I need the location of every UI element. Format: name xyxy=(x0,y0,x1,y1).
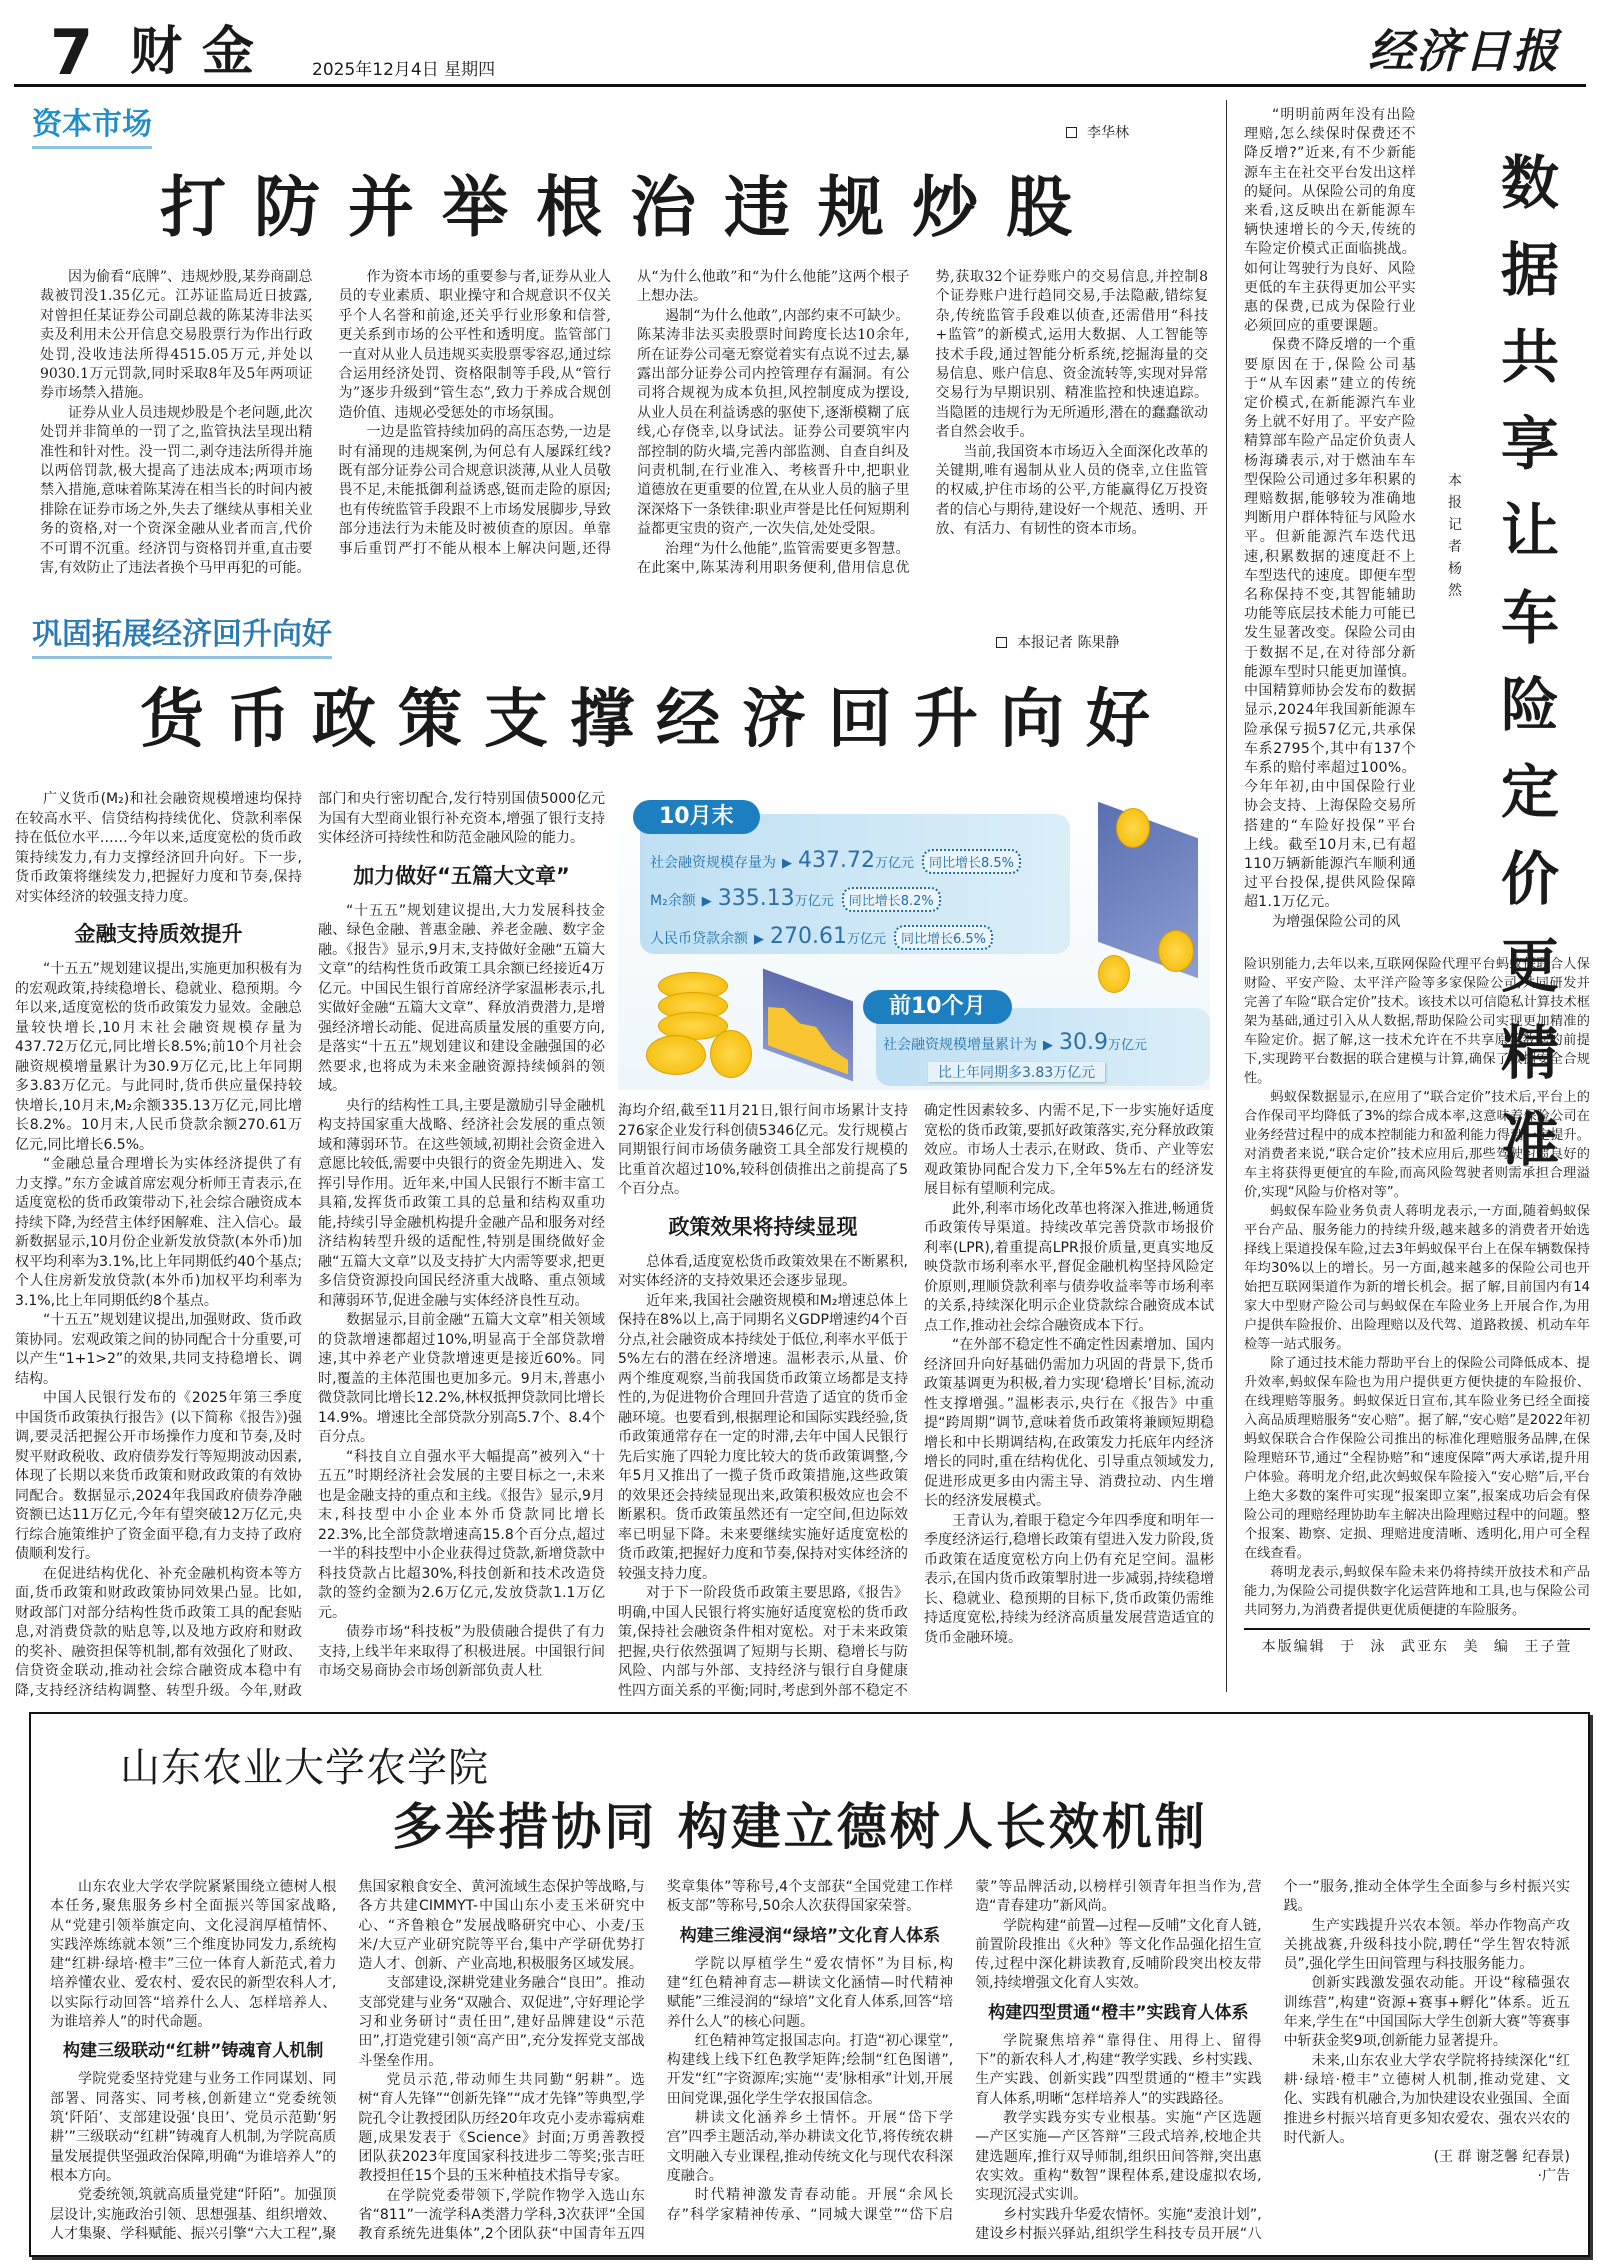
paragraph: 支部建设,深耕党建业务融合“良田”。推动支部党建与业务“双融合、双促进”,守好理论学习和业务研讨“责任田”,建好品牌建设“示范田”,打造党建引领“高产田”,充分发挥党支部战斗堡垒作用。 xyxy=(358,1975,645,2069)
paragraph: 王青认为,着眼于稳定今年四季度和明年一季度经济运行,稳增长政策有望进入发力阶段,货币政策在适度宽松方向上仍有充足空间。温彬表示,在国内货币政策掣肘进一步减弱,持续稳增长、稳就业、稳预期的目标下,货币政策仍需维持适度宽松,持续为经济高质量发展营造适宜的货币金融环境。 xyxy=(924,1512,1214,1646)
paragraph: 当前,我国资本市场迈入全面深化改革的关键期,唯有遏制从业人员的侥幸,立住监管的权威,护住市场的公平,方能赢得亿万投资者的信心与期待,建设好一个规范、透明、开放、有活力、有韧性的资本市场。 xyxy=(935,443,1208,538)
sidebar-body xyxy=(1244,106,1416,932)
editors-rule xyxy=(1244,1628,1590,1630)
triangle-icon: ▶ xyxy=(754,932,764,947)
paragraph: 党员示范,带动师生共同勤“躬耕”。选树“育人先锋”“创新先锋”“成才先锋”等典型,学院孔令让教授团队历经20年攻克小麦赤霉病难题,成果发表于《Science》封面;万勇善教授团队获2023年度国家科技进步二等奖;张吉旺教授担任15个县的玉米种植技术指导专家。 xyxy=(358,2071,645,2185)
coin-icon xyxy=(710,1030,752,1078)
paragraph: 乡村实践升华爱农情怀。实施“麦浪计划”,建设乡村振兴驿站,组织学生科技专员开展“八个一”服务,推动全体学生全面参与乡村振兴实践。 xyxy=(975,1879,1570,2242)
paragraph: “科技自立自强水平大幅提高”被列入“十五五”时期经济社会发展的主要目标之一,未来也是金融支持的重点和主线。《报告》显示,9月末,科技型中小企业本外币贷款同比增长22.3%,比全部贷款增速高15.8个百分点,超过一半的科技型中小企业获得过贷款,新增贷款中科技贷款占比超30%,科技创新和技术改造贷款的签约金额为2.6万亿元,发放贷款1.1万亿元。 xyxy=(318,1448,605,1621)
author: 李华林 xyxy=(1087,125,1129,141)
paragraph: 党委统领,筑就高质量党建“阡陌”。加强顶层设计,实施政治引领、思想强基、组织增效、人才集聚、学科赋能、振兴引擎“六大工程”,聚焦国家粮食安全、黄河流域生态保护等战略,与各方共建CIMMYT-中国山东小麦玉米研究中心、“齐鲁粮仓”发展战略研究中心、小麦/玉米/大豆产业研究院等平台,集中产学研优势打造人才、创新、产业高地,积极服务区域发展。 xyxy=(50,1879,645,2242)
header-rule xyxy=(14,84,1586,87)
coin-icon xyxy=(1158,930,1194,972)
sidebar-byline: 本报记者 杨 然 xyxy=(1448,473,1462,599)
paragraph: 证券从业人员违规炒股是个老问题,此次处罚并非简单的一罚了之,监管执法呈现出精准性和针对性。没一罚二,剥夺违法所得并施以两倍罚款,极大提高了违法成本;两项市场禁入措施,意味着陈某涛在相当长的时间内被排除在证券市场之外,失去了继续从事相关业务的资格,对一个资深金融从业者而言,代价不可谓不沉重。经济罚与资格罚并重,直击要害,有效防止了违法者换个马甲再犯的可能。 xyxy=(40,404,313,577)
paragraph: 此外,利率市场化改革也将深入推进,畅通货币政策传导渠道。持续改革完善贷款市场报价利率(LPR),着重提高LPR报价质量,更真实地反映贷款市场利率水平,督促金融机构坚持风险定价原则,理顺贷款利率与债券收益率等市场利率的关系,持续深化明示企业贷款综合融资成本试点工作,推动社会综合融资成本下行。 xyxy=(924,1200,1214,1334)
paragraph: 遏制“为什么他敢”,内部约束不可缺少。陈某涛非法买卖股票时间跨度长达10余年,所在证券公司毫无察觉着实有点说不过去,暴露出部分证券公司内控管理存有漏洞。有公司将合规视为成本负担,风控制度成为摆设,从业人员在利益诱惑的驱使下,逐渐模糊了底线,心存侥幸,以身试法。证券公司要筑牢内部控制的防火墙,完善内部监测、自查自纠及问责机制,在行业准入、考核晋升中,把职业道德放在更重要的位置,在从业人员的脑子里深深烙下一条铁律:职业声誉是比任何短期利益都更宝贵的资产,一次失信,处处受限。 xyxy=(637,307,910,538)
paragraph: 总体看,适度宽松货币政策效果在不断累积,对实体经济的支持效果还会逐步显现。 xyxy=(618,1253,908,1290)
period-label: 10月末 xyxy=(633,800,760,834)
paragraph: 耕读文化涵养乡土情怀。开展“岱下学宫”四季主题活动,举办耕读文化节,将传统农耕文明融入专业课程,推动传统文化与现代农科深度融合。 xyxy=(666,2110,954,2184)
masthead-logo: 经济日报 xyxy=(1368,24,1560,78)
sidebar-headline: 数据共享让车险定价更精准 xyxy=(1500,149,1559,1174)
article-body xyxy=(15,790,605,1702)
subheading: 加力做好“五篇大文章” xyxy=(353,863,570,888)
paragraph: 因为偷看“底牌”、违规炒股,某券商副总裁被罚没1.35亿元。江苏证监局近日披露,对曾担任某证券公司副总裁的陈某涛非法买卖及利用未公开信息交易股票行为作出行政处罚,没收违法所得4515.05万元,并处以9030.1万元罚款,同时采取8年及5年两项证券市场禁入措施。 xyxy=(40,269,313,402)
paragraph: 央行的结构性工具,主要是激励引导金融机构支持国家重大战略、经济社会发展的重点领域和薄弱环节。在这些领域,初期社会资金进入意愿比较低,需要中央银行的资金先期进入、发挥引导作用。近年来,中国人民银行不断丰富工具箱,发挥货币政策工具的总量和结构双重功能,持续引导金融机构提升金融产品和服务对经济结构转型升级的适配性,特别是围绕做好金融“五篇大文章”以及支持扩大内需等要求,把更多信贷资源投向国民经济重大战略、重点领域和薄弱环节,促进金融与实体经济良性互动。 xyxy=(318,1097,605,1309)
triangle-icon: ▶ xyxy=(701,894,712,909)
advertorial-body xyxy=(50,1878,1570,2246)
headline: 打防并举根治违规炒股 xyxy=(160,169,1100,246)
paragraph: 学院聚焦培养“靠得住、用得上、留得下”的新农科人才,构建“教学实践、乡村实践、生产实践、创新实践”四型贯通的“橙丰”实践育人体系,明晰“怎样培养人”的实践路径。 xyxy=(975,2032,1262,2107)
paragraph: 学院党委坚持党建与业务工作同谋划、同部署、同落实、同考核,创新建立“党委统领筑‘阡陌’、支部建设强‘良田’、党员示范勤‘躬耕’”三级联动“红耕”铸魂育人机制,为学院高质量发展提供坚强政治保障,明确“为谁培养人”的根本方向。 xyxy=(50,2071,337,2184)
paragraph: 未来,山东农业大学农学院将持续深化“红耕·绿培·橙丰”立德树人机制,推动党建、文化、实践有机融合,为加快建设农业强国、全面推进乡村振兴培育更多知农爱农、强农兴农的时代新人。 xyxy=(1283,2052,1570,2146)
info-note: 比上年同期多3.83万亿元 xyxy=(928,1062,1105,1082)
paragraph: “十五五”规划建议提出,实施更加积极有为的宏观政策,持续稳增长、稳就业、稳预期。今年以来,适度宽松的货币政策发力显效。金融总量较快增长,10月末社会融资规模存量为437.72万亿元,同比增长8.5%;前10个月社会融资规模增量累计为30.9万亿元,比上年同期多3.83万亿元。与此同时,货币供应量保持较快增长,10月末,M₂余额335.13万亿元,同比增长8.2%。10月末,人民币贷款余额270.61万亿元,同比增长6.5%。 xyxy=(15,961,302,1153)
chart-screen-illustration xyxy=(763,969,853,1082)
info-row: M₂余额 ▶ 335.13万亿元 同比增长8.2% xyxy=(650,886,941,912)
coin-icon xyxy=(1098,955,1130,993)
paragraph: 作为资本市场的重要参与者,证券从业人员的专业素质、职业操守和合规意识不仅关乎个人名誉和前途,还关乎行业形象和信誉,更关系到市场的公平性和透明度。监管部门一直对从业人员违规买卖股票零容忍,通过综合运用经济处罚、资格限制等手段,从“管行为”逐步升级到“管生态”,致力于养成合规创造价值、违规必受惩处的市场氛围。 xyxy=(338,269,611,421)
paragraph: “明明前两年没有出险理赔,怎么续保时保费还不降反增?”近来,有不少新能源车主在社交平台发出这样的疑问。从保险公司的角度来看,这反映出在新能源车辆快速增长的今天,传统的车险定价模式正面临挑战。如何让驾驶行为良好、风险更低的车主获得更加公平实惠的保费,已成为保险行业必须回应的重要课题。 xyxy=(1244,107,1416,335)
sidebar-body-wide xyxy=(1244,955,1590,1620)
paragraph: 近年来,我国社会融资规模和M₂增速总体上保持在8%以上,高于同期名义GDP增速约4个百分点,社会融资成本持续处于低位,利率水平低于5%左右的潜在经济增速。温彬表示,从量、价两个维度观察,当前我国货币政策立场都是支持性的,为促进物价合理回升营造了适宜的货币金融环境。也要看到,根据理论和国际实践经验,货币政策通常存在一定的时滞,去年中国人民银行先后实施了四轮力度比较大的货币政策调整,今年5月又推出了一揽子货币政策措施,这些政策的效果还会持续显现出来,政策积极效应也会不断累积。货币政策虽然还有一定空间,但边际效率已明显下降。未来要继续实施好适度宽松的货币政策,把握好力度和节奏,保持对实体经济的较强支持力度。 xyxy=(618,1292,908,1582)
paragraph: 蚂蚁保数据显示,在应用了“联合定价”技术后,平台上的合作保司平均降低了3%的综合成本率,这意味着保险公司在业务经营过程中的成本控制能力和盈利能力得到一定提升。对消费者来说,“联合定价”技术应用后,那些驾驶习惯良好的车主将获得更便宜的车险,而高风险驾驶者则需承担合理溢价,实现“风险与价格对等”。 xyxy=(1244,1090,1590,1200)
article-body xyxy=(618,1102,1214,1702)
byline xyxy=(996,632,1119,652)
triangle-icon: ▶ xyxy=(782,856,792,871)
paragraph: 债券市场“科技板”为股债融合提供了有力支持,上线半年来取得了积极进展。中国银行间市场交易商协会市场创新部负责人杜 xyxy=(318,1624,605,1680)
advertorial-org: 山东农业大学农学院 xyxy=(120,1745,489,1791)
paragraph: ·广告 xyxy=(1537,2168,1570,2185)
paragraph: 蒋明龙表示,蚂蚁保车险未来仍将持续开放技术和产品能力,为保险公司提供数字化运营阵地和工具,也与保险公司共同努力,为消费者提供更优质便捷的车险服务。 xyxy=(1244,1565,1590,1618)
column-tag: 资本市场 xyxy=(32,110,152,149)
paragraph: 中国人民银行发布的《2025年第三季度中国货币政策执行报告》(以下简称《报告》)强调,要灵活把握公开市场操作力度和节奏,及时熨平财政税收、政府债券发行等短期波动因素,体现了长期以来货币政策和财政政策的有效协同配合。数据显示,2024年我国政府债券净融资额已达11万亿元,今年有望突破12万亿元,央行综合施策维护了资金面平稳,有力支持了政府债顺利发行。 xyxy=(15,1390,302,1563)
section-name: 财金 xyxy=(130,21,275,82)
subheading: 政策效果将持续显现 xyxy=(668,1214,858,1239)
page-number: 7 xyxy=(50,16,94,89)
square-icon xyxy=(1066,127,1077,138)
paragraph: 广义货币(M₂)和社会融资规模增速均保持在较高水平、信贷结构持续优化、贷款利率保持在低位水平……今年以来,适度宽松的货币政策持续发力,有力支撑经济回升向好。下一步,货币政策将继续发力,把握好力度和节奏,保持对实体经济的较强支持力度。 xyxy=(15,791,302,905)
paragraph: 山东农业大学农学院紧紧围绕立德树人根本任务,聚焦服务乡村全面振兴等国家战略,从“党建引领举旗定向、文化浸润厚植情怀、实践淬炼练就本领”三个维度协同发力,系统构建“红耕·绿培·橙丰”三位一体育人新范式,着力培养懂农业、爱农村、爱农民的新型农科人才,以实际行动回答“培养什么人、怎样培养人、为谁培养人”的时代命题。 xyxy=(50,1879,337,2031)
paragraph: 险识别能力,去年以来,互联网保险代理平台蚂蚁保联合人保财险、平安产险、太平洋产险等多家保险公司,共同研发并完善了车险“联合定价”技术。该技术以可信隐私计算技术框架为基础,通过引入从人数据,帮助保险公司实现更加精准的车险定价。据了解,这一技术允许在不共享原始数据的前提下,实现跨平台数据的联合建模与计算,确保了数据安全合规性。 xyxy=(1244,957,1590,1086)
paragraph: 海均介绍,截至11月21日,银行间市场累计支持276家企业发行科创债5346亿元。发行规模占同期银行间市场债务融资工具全部发行规模的比重首次超过10%,较科创债推出之前提高了5个百分点。 xyxy=(618,1103,908,1197)
info-row: 社会融资规模增量累计为 ▶ 30.9万亿元 xyxy=(883,1030,1147,1055)
subheading: 构建三维浸润“绿培”文化育人体系 xyxy=(679,1925,941,1946)
editors-credit: 本版编辑 于 泳 武亚东 美 编 王子萱 xyxy=(1261,1639,1573,1655)
square-icon xyxy=(996,637,1007,648)
column-divider xyxy=(1226,100,1227,1692)
issue-date: 2025年12月4日 星期四 xyxy=(312,60,496,80)
paragraph: 一边是监管持续加码的高压态势,一边是时有涌现的违规案例,为何总有人屡踩红线?既有部分证券公司合规意识淡薄,从业人员敬畏不足,未能抵御利益诱惑,铤而走险的原因;也有传统监管手段跟不上市场发展脚步,导致部分违法行为未能及时被侦查的原因。单靠事后重罚严打不能从根本上解决问题,还得从“为什么他敢”和“为什么他能”这两个根子上想办法。 xyxy=(338,269,910,557)
paragraph: 学院以厚植学生“爱农情怀”为目标,构建“红色精神育志—耕读文化涵情—时代精神赋能”三维浸润的“绿培”文化育人体系,回答“培养什么人”的核心问题。 xyxy=(666,1955,954,2030)
period-label: 前10个月 xyxy=(863,990,1012,1024)
paragraph: 数据显示,目前金融“五篇大文章”相关领域的贷款增速都超过10%,明显高于全部贷款增速,其中养老产业贷款增速更是接近60%。同时,覆盖的主体范围也更加多元。9月末,普惠小微贷款同比增长12.2%,林权抵押贷款同比增长14.9%。增速比全部贷款分别高5.7个、8.4个百分点。 xyxy=(318,1312,605,1446)
author: 本报记者 陈果静 xyxy=(1017,635,1120,651)
subheading: 金融支持质效提升 xyxy=(74,922,243,946)
paragraph: 治理“为什么他能”,监管需要更多智慧。在此案中,陈某涛利用职务便利,借用信息优势,获取32个证券账户的交易信息,并控制8个证券账户进行趋同交易,手法隐蔽,错综复杂,传统监管手段难以侦查,还需借用“科技+监管”的新模式,运用大数据、人工智能等技术手段,通过智能分析系统,挖掘海量的交易信息、账户信息、资金流转等,实现对异常交易行为早期识别、精准监控和快速追踪。当隐匿的违规行为无所遁形,潜在的蠢蠢欲动者自然会收手。 xyxy=(637,269,1208,577)
column-tag: 巩固拓展经济回升向好 xyxy=(32,620,332,659)
paragraph: 对于下一阶段货币政策主要思路,《报告》明确,中国人民银行将实施好适度宽松的货币政策,保持社会融资条件相对宽松。对于未来政策把握,央行依然强调了短期与长期、稳增长与防风险、内部与外部、支持经济与银行自身健康性四方面关系的平衡;同时,考虑到外部不稳定不确定性因素较多、内需不足,下一步实施好适度宽松的货币政策,要抓好政策落实,充分释放政策效应。市场人士表示,在财政、货币、产业等宏观政策协同配合发力下,全年5%左右的经济发展目标有望顺利完成。 xyxy=(618,1103,1214,1699)
paragraph: 教学实践夯实专业根基。实施“产区选题—产区实施—产区答辩”三段式培养,校地企共建选题库,推行双导师制,组织田间答辩,突出惠农实效。重构“数智”课程体系,建设虚拟农场,实现沉浸式实训。 xyxy=(975,2110,1262,2204)
paragraph: 红色精神笃定报国志向。打造“初心课堂”,构建线上线下红色教学矩阵;绘制“红色图谱”,开发“红”字资源库;实施“‘麦’脉相承”计划,开展田间党课,强化学生学农报国信念。 xyxy=(666,2032,954,2107)
paragraph: 在促进结构优化、补充金融机构资本等方面,货币政策和财政政策协同效果凸显。比如,财政部门对部分结构性货币政策工具的配套贴息,对消费贷款的贴息等,以及地方政府和财政的奖补、融资担保等机制,都有效强化了财政、信贷资金联动,推动社会综合融资成本稳中有降,支持经济结构调整、转型升级。今年,财政部门和央行密切配合,发行特别国债5000亿元为国有大型商业银行补充资本,增强了银行支持实体经济可持续性和防范金融风险的能力。 xyxy=(15,791,605,1699)
advertorial-headline: 多举措协同 构建立德树人长效机制 xyxy=(392,1798,1208,1856)
subheading: 构建三级联动“红耕”铸魂育人机制 xyxy=(63,2041,324,2062)
paragraph: 蚂蚁保车险业务负责人蒋明龙表示,一方面,随着蚂蚁保平台产品、服务能力的持续升级,越来越多的消费者开始选择线上渠道投保车险,过去3年蚂蚁保平台上在保车辆数保持年均30%以上的增长。另一方面,越来越多的保险公司也开始把互联网渠道作为新的增长机会。据了解,目前国内有14家大中型财产险公司与蚂蚁保在车险业务上开展合作,为用户提供车险报价、出险理赔以及代驾、道路救援、机动车年检等一站式服务。 xyxy=(1244,1204,1590,1352)
paragraph: 学院构建“前置—过程—反哺”文化育人链,前置阶段推出《火种》等文化作品强化招生宣传,过程中深化耕读教育,反哺阶段突出校友带领,持续增强文化育人实效。 xyxy=(975,1917,1262,1992)
paragraph: (王 群 谢芝馨 纪春景) xyxy=(1433,2149,1570,2166)
paragraph: 保费不降反增的一个重要原因在于,保险公司基于“从车因素”建立的传统定价模式,在新能源汽车业务上就不好用了。平安产险精算部车险产品定价负责人杨海璘表示,对于燃油车车型保险公司通过多年积累的理赔数据,能够较为准确地判断用户群体特征与风险水平。但新能源汽车迭代迅速,积累数据的速度赶不上车型迭代的速度。即便车型名称保持不变,其智能辅助功能等底层技术能力可能已发生显著改变。保险公司由于数据不足,在对待部分新能源车型时只能更加谨慎。中国精算师协会发布的数据显示,2024年我国新能源车险承保亏损57亿元,共承保车系2795个,其中有137个车系的赔付率超过100%。今年年初,由中国保险行业协会支持、上海保险交易所搭建的“车险好投保”平台上线。截至10月末,已有超110万辆新能源汽车顺利通过平台投保,提供风险保障超1.1万亿元。 xyxy=(1244,337,1416,911)
info-row: 社会融资规模存量为 ▶ 437.72万亿元 同比增长8.5% xyxy=(650,848,1021,874)
coin-icon xyxy=(646,1035,706,1075)
paragraph: 生产实践提升兴农本领。举办作物高产攻关挑战赛,升级科技小院,聘任“学生智农特派员”,强化学生田间管理与科技服务能力。 xyxy=(1283,1917,1570,1973)
byline xyxy=(1066,122,1129,142)
paragraph: 创新实践激发强农动能。开设“稼穑强农训练营”,构建“资源+赛事+孵化”体系。近五年来,学生在“中国国际大学生创新大赛”等赛事中斩获金奖9项,创新能力显著提升。 xyxy=(1283,1975,1570,2050)
paragraph: “金融总量合理增长为实体经济提供了有力支撑。”东方金诚首席宏观分析师王青表示,在适度宽松的货币政策带动下,社会综合融资成本持续下降,为经营主体纾困解难、注入信心。最新数据显示,10月份企业新发放贷款(本外币)加权平均利率为3.1%,比上年同期低约40个基点;个人住房新发放贷款(本外币)加权平均利率为3.1%,比上年同期低约8个基点。 xyxy=(15,1156,302,1309)
subheading: 构建四型贯通“橙丰”实践育人体系 xyxy=(988,2002,1249,2023)
triangle-icon: ▶ xyxy=(1043,1038,1053,1053)
paragraph: “十五五”规划建议提出,大力发展科技金融、绿色金融、普惠金融、养老金融、数字金融。《报告》显示,9月末,支持做好金融“五篇大文章”的结构性货币政策工具余额已经接近4万亿元。中国民生银行首席经济学家温彬表示,扎实做好金融“五篇大文章”、释放消费潜力,是增强经济增长动能、促进高质量发展的重要方向,是落实“十五五”规划建议和建设金融强国的必然要求,也将成为未来金融资源持续倾斜的领域。 xyxy=(318,902,605,1095)
paragraph: “在外部不稳定性不确定性因素增加、国内经济回升向好基础仍需加力巩固的背景下,货币政策基调更为积极,着力实现‘稳增长’目标,流动性支撑增强。”温彬表示,央行在《报告》中重提“跨周期”调节,意味着货币政策将兼顾短期稳增长和中长期调结构,在政策发力托底年内经济增长的同时,重在结构优化、引导重点领域发力,促进形成更多由内需主导、消费拉动、内生增长的经济发展模式。 xyxy=(924,1337,1214,1509)
infographic xyxy=(618,790,1210,1090)
info-row: 人民币贷款余额 ▶ 270.61万亿元 同比增长6.5% xyxy=(650,924,993,950)
paragraph: 为增强保险公司的风 xyxy=(1272,913,1401,930)
headline: 货币政策支撑经济回升向好 xyxy=(140,682,1172,757)
coin-icon xyxy=(1116,808,1150,848)
paragraph: 除了通过技术能力帮助平台上的保险公司降低成本、提升效率,蚂蚁保车险也为用户提供更方便快捷的车险报价、在线理赔等服务。蚂蚁保近日宣布,其车险业务已经全面接入高品质理赔服务“安心赔”。据了解,“安心赔”是2022年初蚂蚁保联合合作保险公司推出的标准化理赔服务品牌,在保险理赔环节,通过“全程协赔”和“速度保障”两大承诺,提升用户体验。蒋明龙介绍,此次蚂蚁保车险接入“安心赔”后,平台上绝大多数的案件可实现“报案即立案”,报案成功后会有保险公司的理赔经理协助车主解决出险理赔过程中的问题。整个报案、勘察、定损、理赔进度清晰、透明化,用户可全程在线查看。 xyxy=(1244,1356,1590,1561)
paragraph: 在学院党委带领下,学院作物学入选山东省“811”一流学科A类潜力学科,3次获评“全国教育系统先进集体”,2个团队获“中国青年五四奖章集体”等称号,4个支部获“全国党建工作样板支部”等称号,50余人次获得国家荣誉。 xyxy=(358,1879,954,2243)
article-body xyxy=(40,268,1208,586)
paragraph: “十五五”规划建议提出,加强财政、货币政策协同。宏观政策之间的协同配合十分重要,可以产生“1+1>2”的效果,共同支持稳增长、调结构。 xyxy=(15,1312,302,1387)
paragraph: 时代精神激发青春动能。开展“余风长存”科学家精神传承、“同城大课堂”“岱下启蒙”等品牌活动,以榜样引领青年担当作为,营造“青春建功”新风尚。 xyxy=(666,1879,1262,2223)
